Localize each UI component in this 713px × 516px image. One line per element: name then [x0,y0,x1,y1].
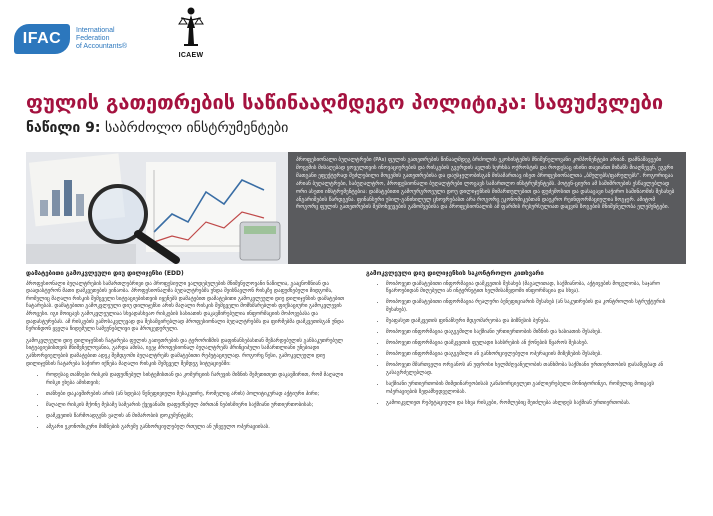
hero-section [26,152,686,264]
list-item: • მოიპოვეთ ინფორმაცია დაგეგმილი ან განხორციელებული ოპერაციის მიზეზების შესახებ. [386,351,686,359]
ifac-logo-mark: IFAC [14,24,70,54]
header [0,0,713,86]
intro-text: პროფესიონალი ბუღალტრები (PAs) ფულის გათეთრების წინააღმდეგ ბრძოლის ეკოსისტემის მნიშვნელოვანი კომპონენტები არიან. დამნაშავეები მოცემის მისაღებად ყოველთვის ინოვაციურების და რისკების გვერდის ავლის ხერხსა ოქროსტის და როდესაც ისინი თავიანთ მიზანს მიაღწევენ, ეგვრი მათგანი ეფექტურად შეძლებილი მოცემის გათეთრებისა და დაუსჯელობისგან მისამართავ ისეთ პროფესიონალთა „ბმულებს/ფარულებს". როგორიცაა არიან ბუღალტრები, საბუღალტრო, პროფესიონალი ბუღალტრები ლოცავს სამართლო ინსტრუმენტებს. პოტენ-ციური ამ საშიშროების ესწავლებლად ორი ასეთი ინსტრუმენტებია: დამატებითი გამოურგროეული დოუ დილიჯენსის მიმართულებით და ფუძემოსით და დასაცავი საჭირო საშინაომის შესახებ ანგარიშების წარდგენა. ფინანსური უსილ-განიხილულ ცხოვრებასთ არა როგორც ეკონომიკებთან დაუკრო რეინფორმაციულია ზოგჯერ. ამიტომ როგორც ფულის გათეთრების შემოხვევების გაზომვებისა და პროფესიონალის ამ ფარმის რესურსულიათ დაცვის ზოგების მნიშვნელობა ელემენტები. [288,152,686,264]
icaew-logo [176,6,206,62]
page-title: ფულის გათეთრების საწინააღმდეგო პოლიტიკა: საფუძვლები [26,90,664,114]
checklist-heading: გამოკვლეული დიუ დილიჯენსის საკონტროლო კითხვარი [366,270,544,277]
icaew-crest-icon [176,6,206,48]
page-subtitle [26,120,288,136]
list-item: • საქმიანი ურთიერთობის მიმდინარეობისას განახორციელეთ გაძლიერებული მონიტორინგი, რომელიც მოიცავს ოპერაციების ზედამხედველობას. [386,381,686,396]
list-item: • მოიპოვეთ ინფორმაცია დაგეგმილი საქმიანი ურთიერთობის მიზნის და ხასიათის შესახებ. [386,329,686,337]
edd-section [26,270,346,435]
list-item: • მოიპოვეთ დამატებითი ინფორმაცია დამკვეთის შესახებ (მაგალითად, საქმიანობა, აქტივების მოცულობა, საჯარო წყაროებიდან მიღებული ან ინტერნეტით ხელმისაწვდომი ინფორმაცია და სხვა). [386,281,686,296]
icaew-logo-label: ICAEW [178,52,204,59]
list-item: • დამკვეთის წარმოადგენს ვალის ან მიმარობის დოკუმენტებს; [46,413,346,421]
list-item: • მოიპოვეთ დამატებითი ინფორმაცია რეალური ბენეფიციარის შესახებ (ან საკუთრების და კონტროლის სტრუქტურის შესახებ). [386,299,686,314]
list-item: • მაღალი რისკის მქონე მესამე სამეარის ქვეყანაში დაფუძნებულ პირთან ნებისმიერი საქმიანი ურთიერთობისას; [46,402,346,410]
list-item: • როდესაც თანხები რისკის დაფუძნებულ სისტემისთან და კომერციის ჩარევის მიზნის შემეთითეთ დაკავშირით, რომ მაღალი რისკი ეხება ამისთვის; [46,372,346,387]
edd-heading: დამატებითი გამოკვლეული დიუ დილიჯენსი (EDD) [26,270,184,277]
magnifier-and-charts-image [26,152,288,264]
edd-paragraph-1: პროფესიონალი ბუღალტრების სამართლებრივი და პროფესიული ვალდებულების მნიშვნელოვანი ნაწილია, გააცნოზნიან და დაადასტურონ მათი დამკვეთების ვინაობა. პროფესიონალმა ბუღალტრებმა უნდა შეისწავლონ რისკზე დაფუძნებული მიდგომა, რომელიც მაღალი რისკის შემცველი სიტუაციებისთვის იყენებს დამატებით დამატებითი გამოკვლეული დიუ დილიჯენსის დამატებით ჩატარებას. დამატებითი გამოკვლეული დიუ დილიჯენსი არის მაღალი რისკის შემცველი მომხმარებლის ფიქსაციური გამოკვლევის პროცესი. იგი მოიცავს გამოკვლეულიაა სხვადასხვაო რისკების სასიათის დაკავშირებულია ინფორმაციის მოპოვებასა და დადასტურებას. ამ რისკების გამოსაკვლევად და შესამცირებლად პროფესიონალი ბუღალტრებმა და ფირმებმა დამკვეთისგან უნდა ჩერინდონ ყველა ჩიდემული სამეუნებლივი და პროცედურული. [26,280,345,333]
checklist-list [366,281,686,408]
subtitle-name: საბრძოლო ინსტრუმენტები [104,120,289,136]
edd-checklist-section [366,270,686,411]
list-item: • თანხები დაკავშირების არის (ან ხდება) წენეფივიული მესაკუთრე, რომელიც არის) პოლიტიკურად აქტიური პირი; [46,391,346,399]
edd-paragraph-2: გამოკვლეული დიუ დილიჯენსის ჩატარება ფულის გათეთრების და ტერორიზმის დაფინანსებასთან შეზარდებულის განსაკუთრებულ სიტუაციებისთვის მნიშვნელოვანია, გარდა ამისა, იგეჯ პროფესიონალ ბუღალტრებს პრინციპული სამართლიანი უნებიადი განხორციელების დამატებით ადეკ შემდგომი ბუღალტრებს დამატებითი რეპუტაციულად. როგორც წესი, გამოკვლეული დიუ დილიჯენსის ჩატარება საჭირო იქნება მაღალი რისკის შემცველ შემდეგ სიტუაციებში: [26,337,343,367]
list-item: • მოიპოვეთ ინფორმაცია დამკვეთის ფულადი სახსრების ან ქონების წყაროს შესახებ. [386,340,686,348]
ifac-logo-text: International Federation of Accountants® [76,27,128,50]
hero-photo [26,152,288,264]
list-item: • ამგარი ეკონომიკური მიზნების გარემე განხორციელებულ რთული ან უჩვეულო ოპერაციისას. [46,424,346,432]
ifac-logo [14,24,127,54]
list-item: • გამოიკვლიეთ რეპუტაციული და სხვა რისკები, რომლებიც შეიძლება ახლდეს საქმიან ურთიერთობას. [386,400,686,408]
subtitle-part: ნაწილი 9: [26,120,101,136]
edd-situations-list [26,372,346,432]
list-item: • შეაფასეთ დამკვეთის ფინანსური მდგომარეობა და ბიზნესის ბუნება. [386,318,686,326]
list-item: • მოიპოვეთ მმართველი ორგანოს ან უფროსი ხელმძღვანელობის თანხმობა საქმიანი ურთიერთობის დასაწყებად ან გასაგრძელებლად. [386,362,686,377]
